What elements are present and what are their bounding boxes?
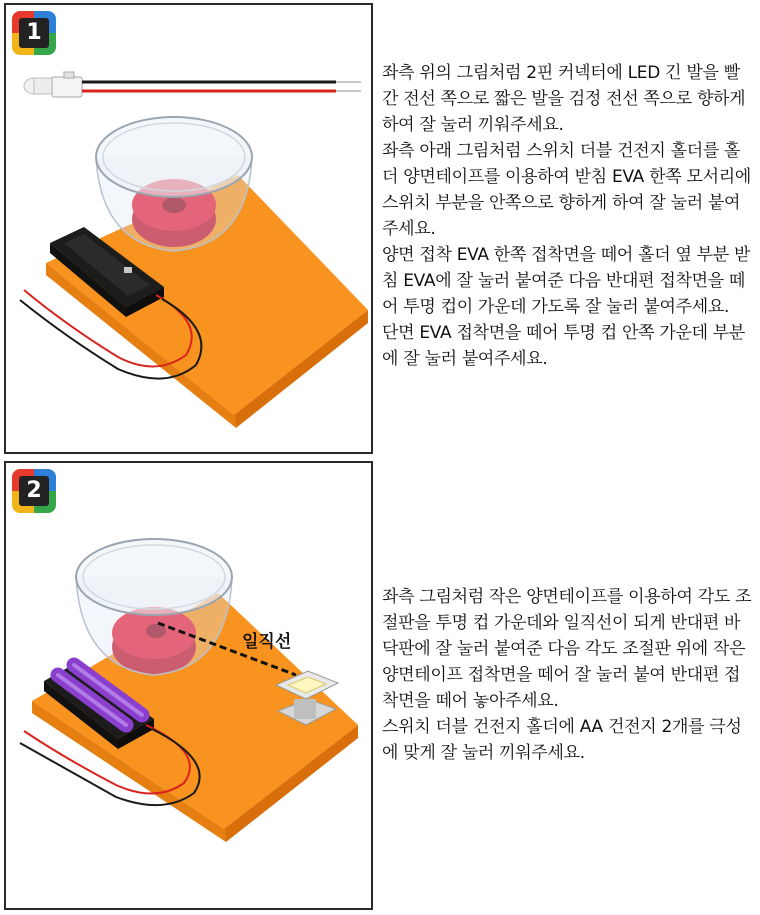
step-2-figure	[6, 463, 373, 910]
step-1-instructions	[382, 60, 754, 372]
step-1-number: 1	[19, 18, 49, 48]
step-2-number-badge	[12, 469, 56, 513]
step-1-illustration	[4, 3, 373, 454]
step-2-paragraph: 스위치 더블 건전지 홀더에 AA 건전지 2개를 극성에 맞게 잘 눌러 끼워주세요.	[382, 717, 742, 763]
step-2-paragraph: 좌측 그림처럼 작은 양면테이프를 이용하여 각도 조절판을 투명 컵 가운데와 일직선이 되게 반대편 바닥판에 잘 눌러 붙여준 다음 각도 조절판 위에 작은 양면테이프 접착면을 떼어 잘 눌러 붙여 반대편 접착면을 떼어 놓아주세요.	[382, 587, 752, 711]
step-1-paragraph: 좌측 아래 그림처럼 스위치 더블 건전지 홀더를 홀더 양면테이프를 이용하여 받침 EVA 한쪽 모서리에 스위치 부분을 안쪽으로 향하게 하여 잘 눌러 붙여주세요.	[382, 141, 751, 239]
step-1-figure	[6, 5, 373, 454]
step-2-illustration	[4, 461, 373, 910]
step-1-paragraph: 좌측 위의 그림처럼 2핀 커넥터에 LED 긴 발을 빨간 전선 쪽으로 짧은 발을 검정 전선 쪽으로 향하게 하여 잘 눌러 끼워주세요.	[382, 63, 746, 135]
step-1-paragraph: 양면 접착 EVA 한쪽 접착면을 떼어 홀더 옆 부분 받침 EVA에 잘 눌러 붙여준 다음 반대편 접착면을 떼어 투명 컵이 가운데 가도록 잘 눌러 붙여주세요.	[382, 245, 751, 317]
step-2-number: 2	[19, 476, 49, 506]
led-connector-assembly	[24, 72, 361, 97]
step-1-number-badge	[12, 11, 56, 55]
step-2-instructions	[382, 584, 754, 766]
straight-line-label: 일직선	[242, 632, 292, 652]
step-1-paragraph: 단면 EVA 접착면을 떼어 투명 컵 안쪽 가운데 부분에 잘 눌러 붙여주세요.	[382, 323, 746, 369]
